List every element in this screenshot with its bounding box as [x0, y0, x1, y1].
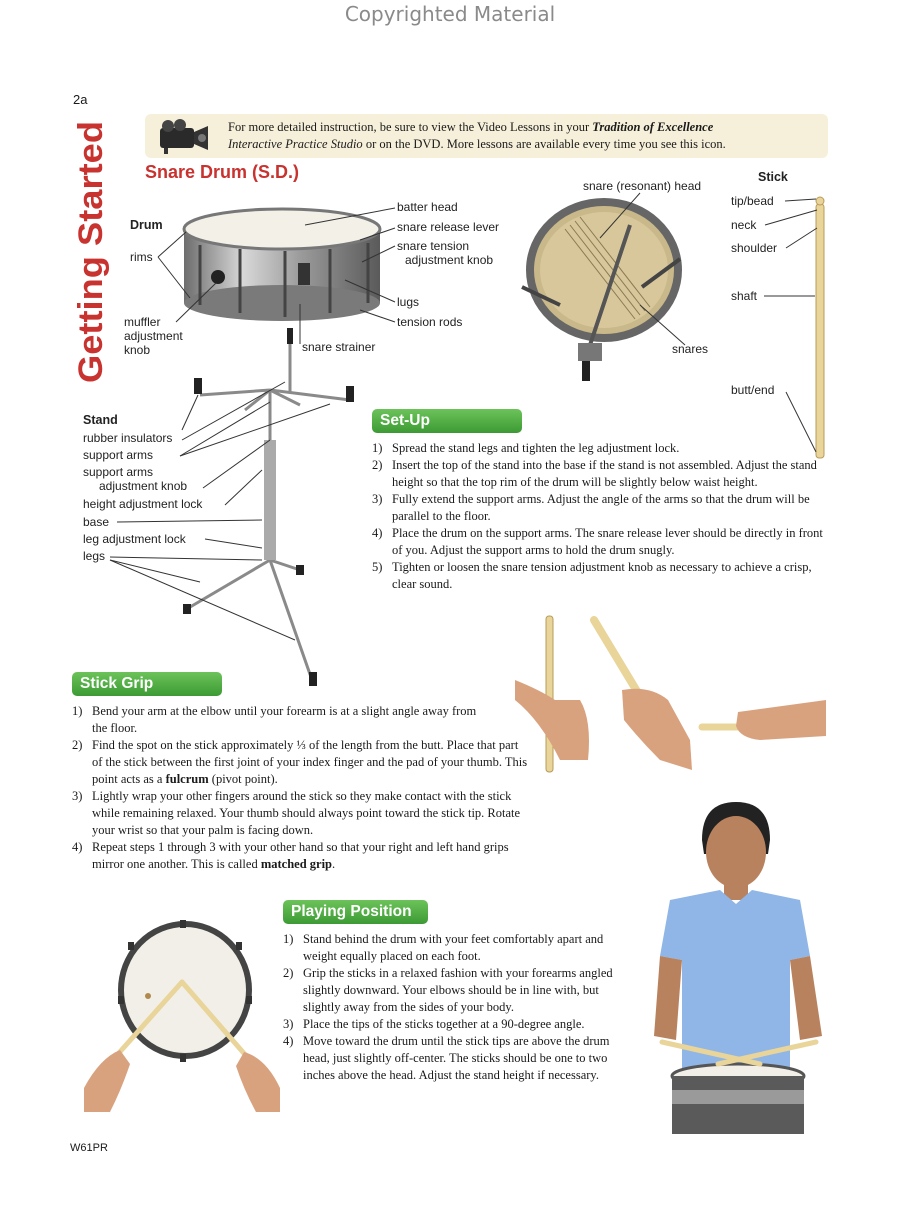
section-title-text: Getting Started: [72, 137, 110, 383]
footer-code: W61PR: [70, 1142, 108, 1154]
setup-heading: Set-Up: [372, 409, 522, 433]
list-item: 4) Place the drum on the support arms. The snare release lever should be directly in front of you. Adjust the support arms to hold the drum snugly.: [372, 526, 823, 557]
batter-head-label: batter head: [397, 200, 458, 214]
list-item: 2) Insert the top of the stand into the base if the stand is not assembled. Adjust the stand height so that the top rim of the drum will be slightly below waist height.: [372, 458, 817, 489]
list-item: 4) Repeat steps 1 through 3 with your other hand so that your right and left hand grips mirror one another. This is called matched grip.: [72, 840, 509, 871]
list-item: 3) Place the tips of the sticks together at a 90-degree angle.: [283, 1017, 585, 1031]
legs-label: legs: [83, 549, 106, 563]
copyright-watermark: Copyrighted Material: [344, 2, 556, 26]
leg-adjustment-lock-label: leg adjustment lock: [83, 532, 186, 546]
list-item: 1) Stand behind the drum with your feet comfortably apart and weight equally placed on each foot.: [283, 932, 604, 963]
page-number: 2a: [73, 92, 88, 107]
support-arms-adjustment-label: support arms adjustment knob: [83, 465, 188, 493]
rims-label: rims: [130, 250, 153, 264]
stand-title: Stand: [83, 413, 118, 427]
base-label: base: [83, 515, 110, 529]
lugs-label: lugs: [397, 295, 420, 309]
playing-position-top-view: [80, 918, 290, 1118]
list-item: 2) Grip the sticks in a relaxed fashion with your forearms angled slightly downward. Your elbows should be in line with, but slightly away from the sides of your body.: [283, 966, 613, 1014]
drum-label: Drum: [130, 218, 163, 232]
snare-tension-label: snare tension adjustment knob: [397, 239, 494, 267]
list-item: 2) Find the spot on the stick approximately ⅓ of the length from the butt. Place that part of the stick between the first joint of your index finger and the pad of your thumb. This point acts as a fulcrum (pivot point).: [72, 738, 528, 786]
stick-grip-steps: [72, 703, 530, 873]
list-item: 1) Bend your arm at the elbow until your forearm is at a slight angle away from the floor.: [72, 704, 477, 735]
rubber-insulators-label: rubber insulators: [83, 431, 173, 445]
snare-resonant-head-label: snare (resonant) head: [583, 179, 702, 193]
playing-position-steps: [283, 931, 633, 1084]
stick-butt-label: butt/end: [731, 383, 775, 397]
muffler-label: muffler adjustment knob: [124, 315, 183, 357]
list-item: 4) Move toward the drum until the stick tips are above the drum head, just slightly off-center. The sticks should be one to two inches above the head. Adjust the stand height if necessary.: [283, 1034, 610, 1082]
stick-title: Stick: [758, 170, 788, 184]
playing-position-heading: Playing Position: [283, 900, 428, 924]
stick-grip-heading: Stick Grip: [72, 672, 222, 696]
support-arms-label: support arms: [83, 448, 154, 462]
snares-label: snares: [672, 342, 709, 356]
tension-rods-label: tension rods: [397, 315, 463, 329]
list-item: 3) Fully extend the support arms. Adjust the angle of the arms so that the drum will be parallel to the floor.: [372, 492, 810, 523]
list-item: 3) Lightly wrap your other fingers around the stick so they make contact with the stick while remaining relaxed. Your thumb should always point toward the stick tip. Rotate your wrist so that your palm is facing down.: [72, 789, 521, 837]
stick-tip-label: tip/bead: [731, 194, 774, 208]
list-item: 1) Spread the stand legs and tighten the leg adjustment lock.: [372, 441, 680, 455]
snare-drum-heading: Snare Drum (S.D.): [145, 162, 300, 182]
stick-shoulder-label: shoulder: [731, 241, 778, 255]
stick-shaft-label: shaft: [731, 289, 758, 303]
snare-release-lever-label: snare release lever: [397, 220, 500, 234]
video-banner-text: For more detailed instruction, be sure to view the Video Lessons in your Tradition of Excellence Interactive Practice Studio or on the DVD. More lessons are available every time you see this icon.: [228, 120, 726, 151]
snare-strainer-label: snare strainer: [302, 340, 376, 354]
height-adjustment-lock-label: height adjustment lock: [83, 497, 203, 511]
list-item: 5) Tighten or loosen the snare tension adjustment knob as necessary to achieve a crisp, clear sound.: [372, 560, 812, 591]
student-playing-photo: [640, 800, 830, 1145]
stick-neck-label: neck: [731, 218, 757, 232]
